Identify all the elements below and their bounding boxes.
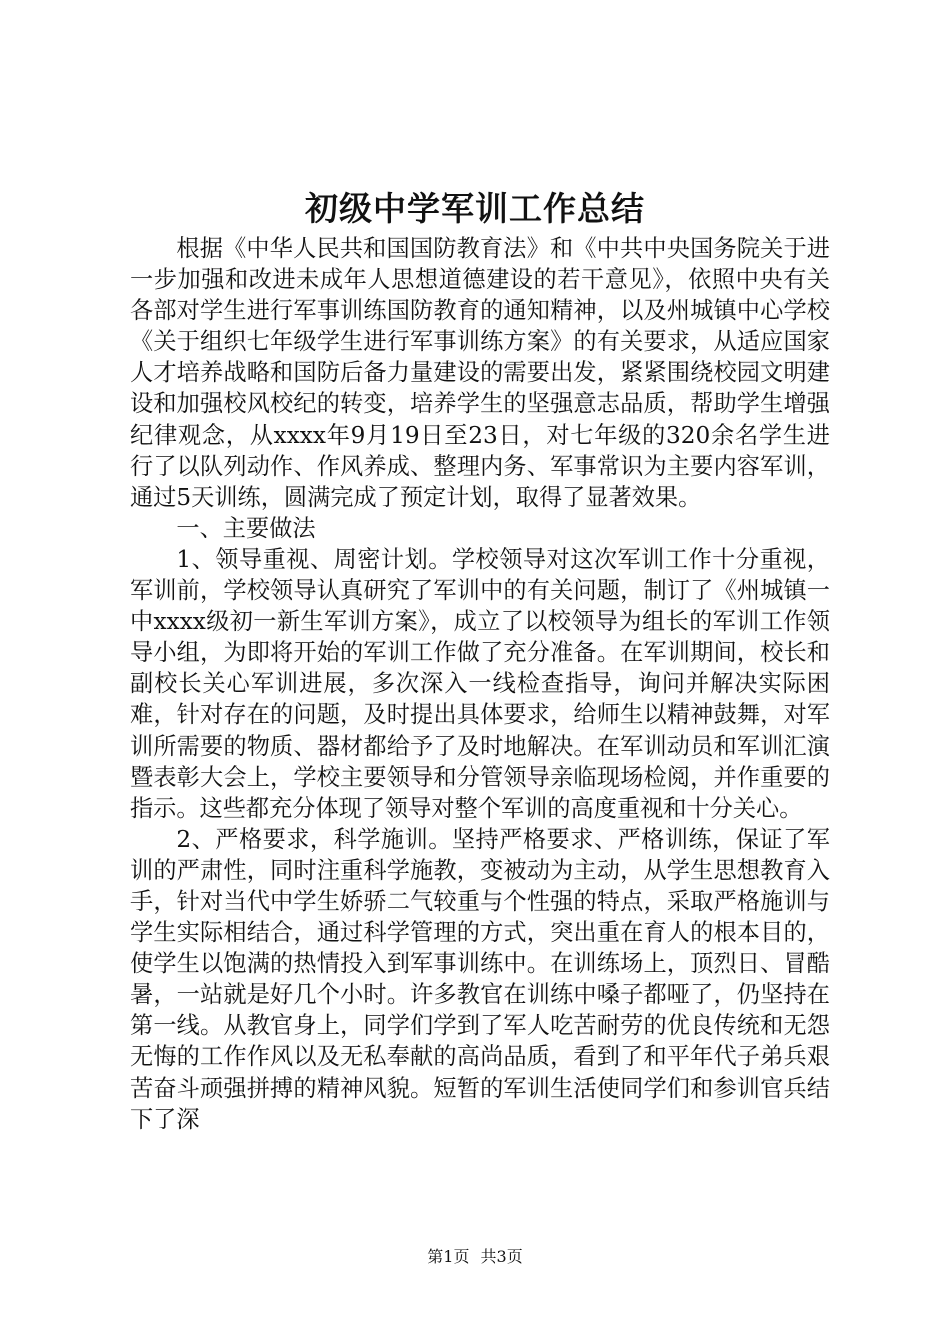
method-1-paragraph: 1、领导重视、周密计划。学校领导对这次军训工作十分重视，军训前，学校领导认真研究了军训中的有关问题，制订了《州城镇一中xxxx级初一新生军训方案》，成立了以校领导为组长的军训工作领导小组，为即将开始的军训工作做了充分准备。在军训期间，校长和副校长关心军训进展，多次深入一线检查指导，询问并解决实际困难，针对存在的问题，及时提出具体要求，给师生以精神鼓舞，对军训所需要的物质、器材都给予了及时地解决。在军训动员和军训汇演暨表彰大会上，学校主要领导和分管领导亲临现场检阅，并作重要的指示。这些都充分体现了领导对整个军训的高度重视和十分关心。: [130, 545, 830, 822]
page-footer: [0, 1246, 950, 1268]
page-total: 共3页: [480, 1247, 523, 1266]
method-2-paragraph: 2、严格要求，科学施训。坚持严格要求、严格训练，保证了军训的严肃性，同时注重科学施教，变被动为主动，从学生思想教育入手，针对当代中学生娇骄二气较重与个性强的特点，采取严格施训与学生实际相结合，通过科学管理的方式，突出重在育人的根本目的，使学生以饱满的热情投入到军事训练中。在训练场上，顶烈日、冒酷暑，一站就是好几个小时。许多教官在训练中嗓子都哑了，仍坚持在第一线。从教官身上，同学们学到了军人吃苦耐劳的优良传统和无怨无悔的工作作风以及无私奉献的高尚品质，看到了和平年代子弟兵艰苦奋斗顽强拼搏的精神风貌。短暂的军训生活使同学们和参训官兵结下了深: [130, 825, 830, 1133]
section-heading-main-methods: 一、主要做法: [176, 514, 316, 542]
document-body: [130, 233, 830, 1135]
page-number: 第1页: [427, 1247, 470, 1266]
intro-paragraph: 根据《中华人民共和国国防教育法》和《中共中央国务院关于进一步加强和改进未成年人思想道德建设的若干意见》，依照中央有关各部对学生进行军事训练国防教育的通知精神，以及州城镇中心学校《关于组织七年级学生进行军事训练方案》的有关要求，从适应国家人才培养战略和国防后备力量建设的需要出发，紧紧围绕校园文明建设和加强校风校纪的转变，培养学生的坚强意志品质，帮助学生增强纪律观念，从xxxx年9月19日至23日，对七年级的320余名学生进行了以队列动作、作风养成、整理内务、军事常识为主要内容军训，通过5天训练，圆满完成了预定计划，取得了显著效果。: [130, 235, 830, 511]
document-title: 初级中学军训工作总结: [305, 189, 645, 228]
